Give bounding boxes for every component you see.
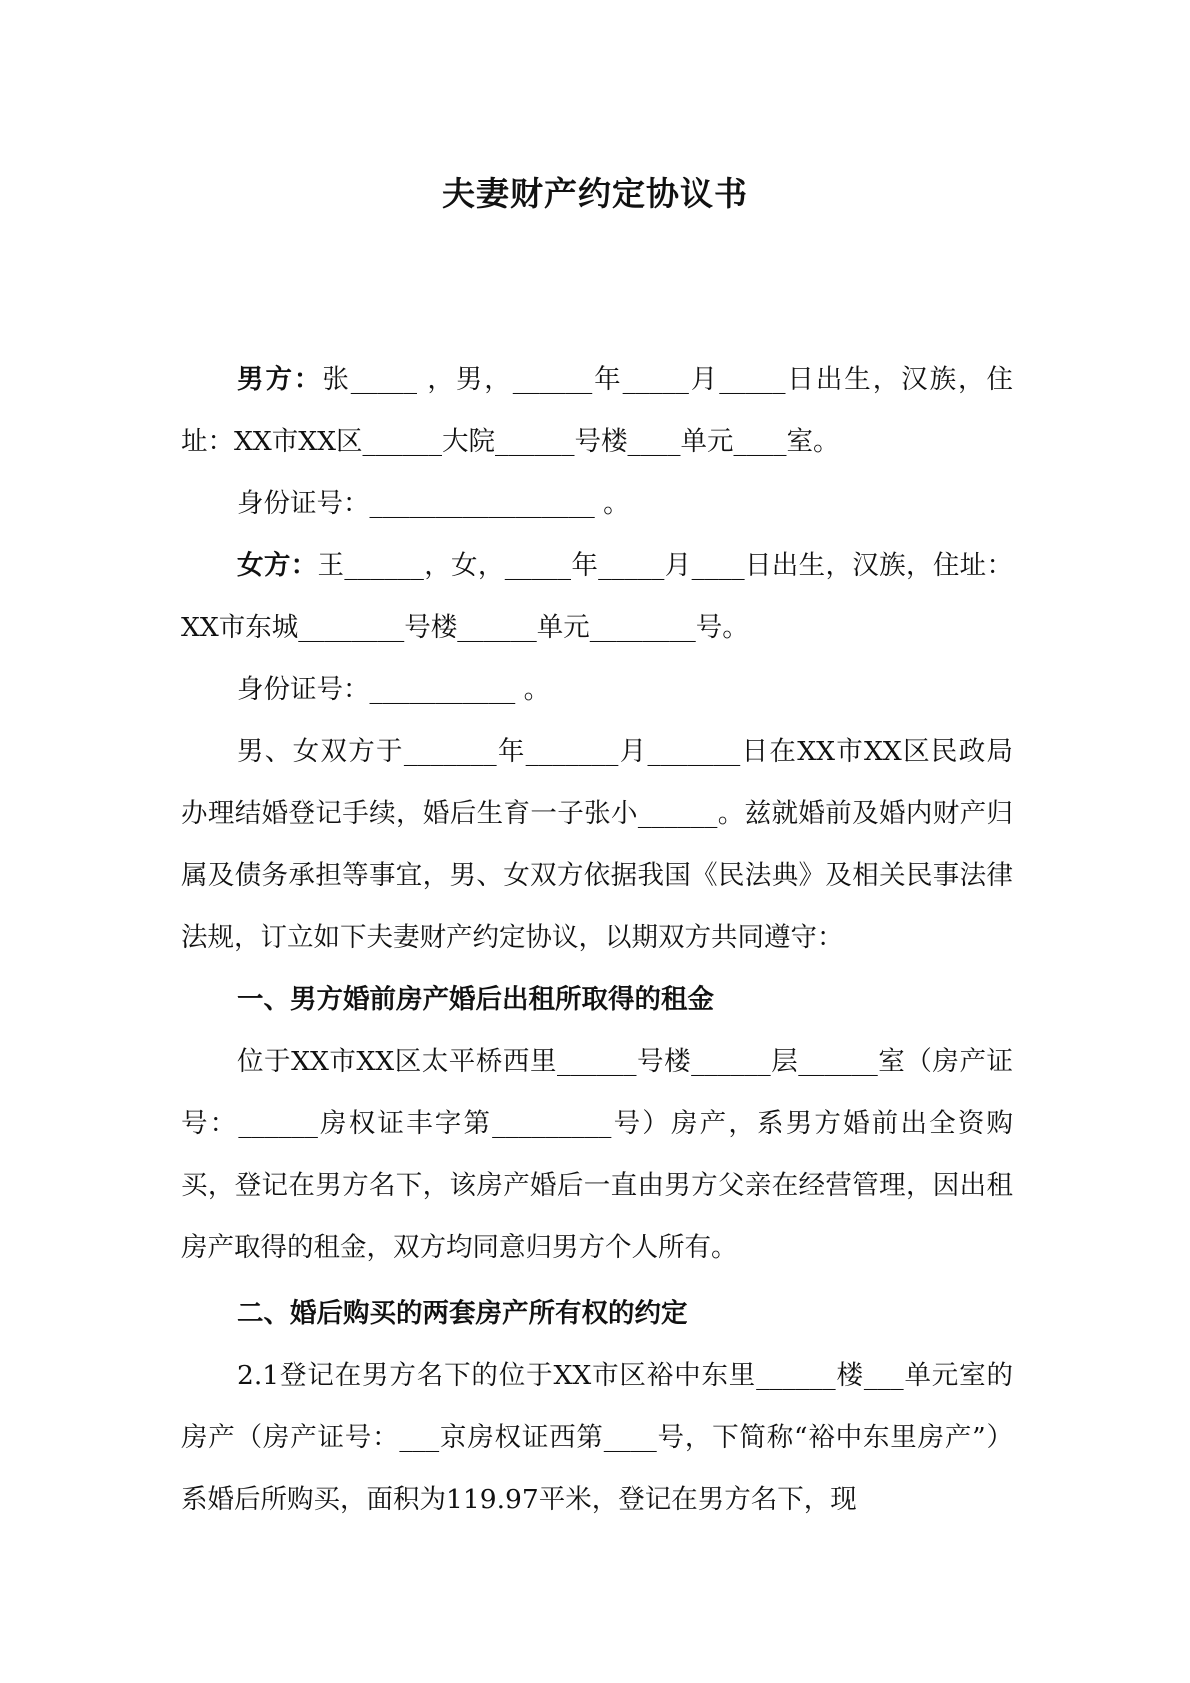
- paragraph-premarital-property: 位于XX市XX区太平桥西里______号楼______层______室（房产证号：______房权证丰字第_________号）房产，系男方婚前出全资购买，登记在男方名下，该房产婚后一直由男方父亲在经营管理，因出租房产取得的租金，双方均同意归男方个人所有。: [181, 1046, 1013, 1263]
- section-heading-1: 一、男方婚前房产婚后出租所取得的租金: [237, 984, 714, 1015]
- document-title: 夫妻财产约定协议书: [442, 174, 748, 213]
- section-heading-2: 二、婚后购买的两套房产所有权的约定: [237, 1298, 688, 1329]
- male-party-text: 张_____ ，男，______年_____月_____日出生，汉族，住址：XX市XX区______大院______号楼____单元____室。: [181, 364, 1013, 457]
- paragraph-female-party: [181, 535, 1013, 659]
- paragraph-marriage-registration: 男、女双方于_______年_______月_______日在XX市XX区民政局办理结婚登记手续，婚后生育一子张小______。兹就婚前及婚内财产归属及债务承担等事宜，男、女双方依据我国《民法典》及相关民事法律法规，订立如下夫妻财产约定协议，以期双方共同遵守：: [181, 736, 1013, 953]
- paragraph-male-id: 身份证号：_________________ 。: [237, 488, 630, 519]
- paragraph-postmarital-property: 2.1登记在男方名下的位于XX市区裕中东里______楼___单元室的房产（房产证号：___京房权证西第____号，下简称“裕中东里房产”）系婚后所购买，面积为119.97平米，登记在男方名下，现: [181, 1360, 1013, 1515]
- paragraph-female-id: 身份证号：___________ 。: [237, 674, 551, 705]
- paragraph-male-party: [181, 349, 1013, 473]
- female-party-label: 女方：: [237, 550, 318, 581]
- document-body: [181, 349, 1013, 1531]
- male-party-label: 男方：: [237, 364, 323, 395]
- female-party-text: 王______，女，_____年_____月____日出生，汉族，住址：XX市东城________号楼______单元________号。: [181, 550, 1014, 643]
